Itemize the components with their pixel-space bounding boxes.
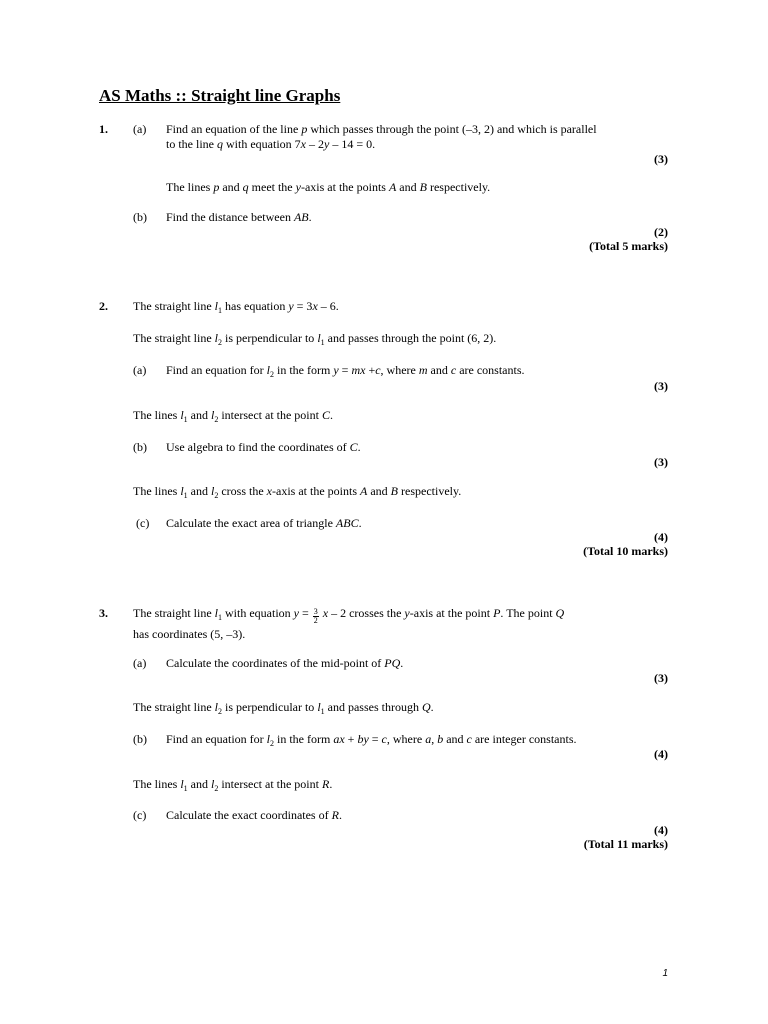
question-2-intro2: The straight line $l_2$ is perpendicular to $l_1$ and passes through the point (6, 2). bbox=[133, 331, 497, 347]
question-3c-label: (c) bbox=[133, 808, 147, 822]
question-1a-marks: (3) bbox=[654, 152, 668, 166]
fraction-three-halves: $\frac{3}{2}$ bbox=[313, 607, 318, 625]
question-1b-marks: (2) bbox=[654, 225, 668, 239]
question-3-intro-line1: The straight line $l_1$ with equation y = $\frac{3}{2}$ x – 2 crosses the y-axis at the point P. The point Q bbox=[133, 606, 565, 625]
question-1-note: The lines p and q meet the y-axis at the points A and B respectively. bbox=[166, 180, 491, 194]
question-3-intro-line2: has coordinates (5, –3). bbox=[133, 627, 246, 641]
question-2-note1: The lines $l_1$ and $l_2$ intersect at the point C. bbox=[133, 408, 333, 424]
question-1b-label: (b) bbox=[133, 210, 147, 224]
question-3-note1: The straight line $l_2$ is perpendicular to $l_1$ and passes through Q. bbox=[133, 700, 434, 716]
question-3c-marks: (4) bbox=[654, 823, 668, 837]
page-title: AS Maths :: Straight line Graphs bbox=[99, 86, 341, 105]
question-2c-text: Calculate the exact area of triangle ABC. bbox=[166, 516, 362, 530]
question-2a-marks: (3) bbox=[654, 379, 668, 393]
question-2a-label: (a) bbox=[133, 363, 147, 377]
question-3a-text: Calculate the coordinates of the mid-point of PQ. bbox=[166, 656, 404, 670]
page-number: 1 bbox=[662, 968, 668, 979]
question-2-number: 2. bbox=[99, 299, 108, 313]
question-1a-label: (a) bbox=[133, 122, 147, 136]
question-3b-text: Find an equation for $l_2$ in the form ax + by = c, where a, b and c are integer constants. bbox=[166, 732, 577, 748]
question-2-intro: The straight line $l_1$ has equation y = 3x – 6. bbox=[133, 299, 339, 315]
question-3a-label: (a) bbox=[133, 656, 147, 670]
question-2c-label: (c) bbox=[136, 516, 150, 530]
question-2-note2: The lines $l_1$ and $l_2$ cross the x-axis at the points A and B respectively. bbox=[133, 484, 462, 500]
question-2b-label: (b) bbox=[133, 440, 147, 454]
question-2b-marks: (3) bbox=[654, 455, 668, 469]
question-2-total: (Total 10 marks) bbox=[583, 544, 668, 558]
question-2a-text: Find an equation for $l_2$ in the form y = mx +c, where m and c are constants. bbox=[166, 363, 525, 379]
question-1-number: 1. bbox=[99, 122, 108, 136]
question-1a-line1: Find an equation of the line p which passes through the point (–3, 2) and which is parallel bbox=[166, 122, 597, 136]
question-2b-text: Use algebra to find the coordinates of C. bbox=[166, 440, 361, 454]
question-1a-line2: to the line q with equation 7x – 2y – 14 = 0. bbox=[166, 137, 376, 151]
question-3-note2: The lines $l_1$ and $l_2$ intersect at the point R. bbox=[133, 777, 333, 793]
question-3-number: 3. bbox=[99, 606, 108, 620]
question-3a-marks: (3) bbox=[654, 671, 668, 685]
question-3b-label: (b) bbox=[133, 732, 147, 746]
question-3-total: (Total 11 marks) bbox=[583, 837, 668, 851]
question-1b-text: Find the distance between AB. bbox=[166, 210, 312, 224]
question-1-total: (Total 5 marks) bbox=[589, 239, 668, 253]
question-3c-text: Calculate the exact coordinates of R. bbox=[166, 808, 342, 822]
question-2c-marks: (4) bbox=[654, 530, 668, 544]
question-3b-marks: (4) bbox=[654, 747, 668, 761]
